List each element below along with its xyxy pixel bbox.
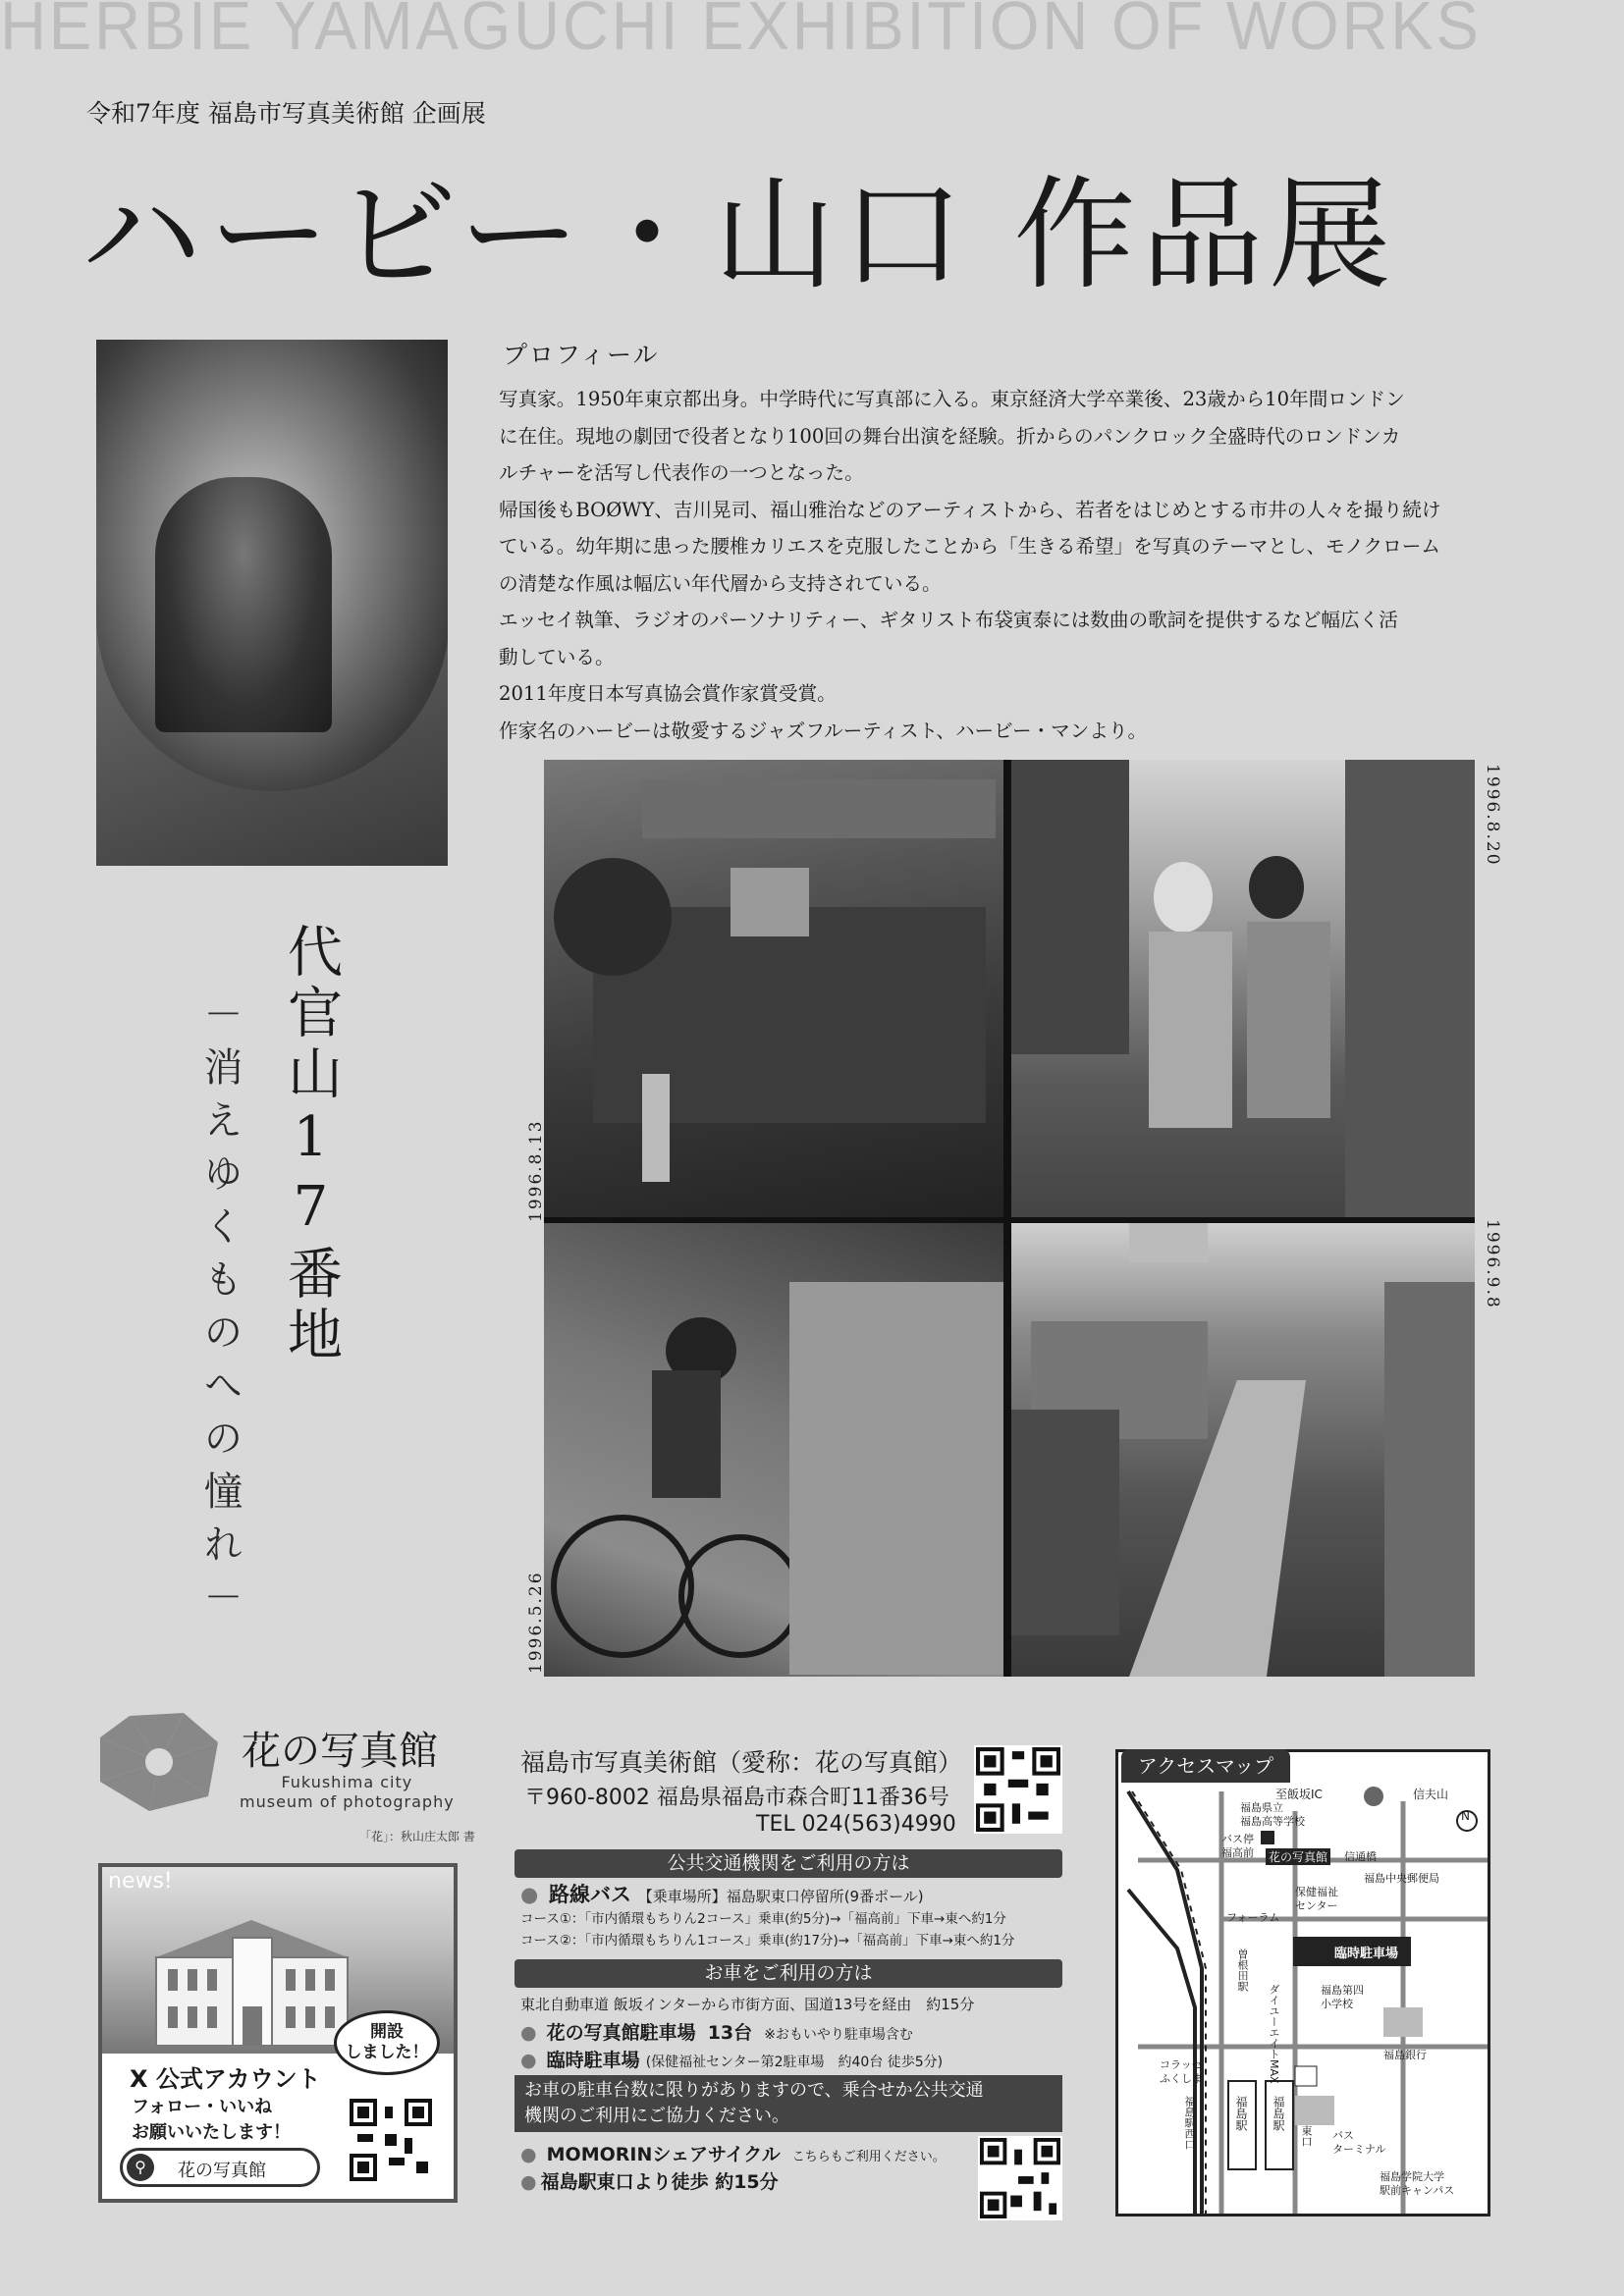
museum-name: 福島市写真美術館（愛称：花の写真館） bbox=[520, 1748, 963, 1777]
map-shinobuyama: 信夫山 bbox=[1413, 1788, 1449, 1801]
x-account-heading: X 公式アカウント bbox=[130, 2065, 321, 2093]
car-bar: お車をご利用の方は bbox=[514, 1959, 1062, 1988]
parking-2-title: 臨時駐車場 bbox=[546, 2050, 640, 2071]
photo-two-women bbox=[1011, 760, 1475, 1217]
map-north-label: N bbox=[1461, 1809, 1470, 1823]
exhibition-subtitle: 令和7年度 福島市写真美術館 企画展 bbox=[86, 99, 486, 128]
map-bus-terminal: バス ターミナル bbox=[1332, 2129, 1386, 2156]
bus-detail: 【乗車場所】福島駅東口停留所(9番ポール) bbox=[637, 1888, 924, 1905]
logo-en-line1: Fukushima city bbox=[281, 1773, 413, 1791]
walk-info: ● 福島駅東口より徒歩 約15分 bbox=[520, 2167, 779, 2194]
map-iizaka-ic: 至飯坂IC bbox=[1275, 1788, 1323, 1801]
profile-line: 動している。 bbox=[499, 645, 615, 668]
announcement-bubble bbox=[334, 2010, 440, 2075]
map-school: 福島県立 福島高等学校 bbox=[1240, 1801, 1305, 1828]
photo-apartments-street bbox=[1011, 1223, 1475, 1677]
map-soneda: 曽根田駅 bbox=[1236, 1949, 1249, 1992]
news-label: news! bbox=[108, 1869, 173, 1894]
profile-line: の清楚な作風は幅広い年代層から支持されている。 bbox=[499, 571, 942, 595]
notice-line2: 機関のご利用にご協力ください。 bbox=[524, 2106, 789, 2126]
exhibition-series-title: 代官山17番地 bbox=[279, 923, 343, 1366]
profile-line: 帰国後もBOØWY、吉川晃司、福山雅治などのアーティストから、若者をはじめとする市井の人々を撮り続け bbox=[499, 498, 1441, 521]
follow-request bbox=[132, 2095, 291, 2146]
map-temp-parking: 臨時駐車場 bbox=[1334, 1947, 1399, 1961]
map-health-center: 保健福祉 センター bbox=[1295, 1886, 1338, 1912]
map-west-exit: 福島駅西口 bbox=[1183, 2096, 1196, 2150]
photo-two-women-shapes bbox=[1011, 760, 1475, 1217]
parking-1-note: ※おもいやり駐車場含む bbox=[764, 2027, 913, 2043]
profile-heading: プロフィール bbox=[503, 341, 660, 369]
profile-line: 作家名のハービーは敬愛するジャズフルーティスト、ハービー・マンより。 bbox=[499, 719, 1148, 742]
parking-1-title: 花の写真館駐車場 bbox=[546, 2022, 696, 2044]
follow-line2: お願いいたします！ bbox=[132, 2122, 291, 2143]
map-bus-stop: バス停 福高前 bbox=[1221, 1833, 1254, 1859]
search-pill[interactable] bbox=[120, 2148, 320, 2187]
photo-date-3: 1996.5.26 bbox=[526, 1571, 546, 1674]
bubble-line1: 開設 bbox=[370, 2022, 404, 2042]
profile-text bbox=[499, 381, 1540, 749]
museum-logo-icon bbox=[90, 1708, 228, 1816]
parking-notice bbox=[514, 2075, 1062, 2132]
map-east-exit: 東口 bbox=[1300, 2125, 1313, 2147]
share-cycle bbox=[520, 2140, 946, 2166]
profile-line: 写真家。1950年東京都出身。中学時代に写真部に入る。東京経済大学卒業後、23歳から10年間ロンドン bbox=[499, 388, 1405, 410]
access-map bbox=[1115, 1749, 1490, 2216]
map-elementary: 福島第四 小学校 bbox=[1321, 1984, 1364, 2010]
photo-date-1: 1996.8.13 bbox=[526, 1119, 546, 1222]
notice-line1: お車の駐車台数に限りがありますので、乗合せか公共交通 bbox=[524, 2080, 984, 2101]
artist-portrait-photo bbox=[96, 340, 448, 866]
cycle-qr-icon[interactable] bbox=[978, 2136, 1062, 2220]
bus-title: 路線バス bbox=[549, 1883, 632, 1906]
bus-course-1: コース①：「市内循環もちりん2コース」乗車(約5分)→「福高前」下車→東へ約1分 bbox=[520, 1911, 1006, 1927]
bus-line bbox=[520, 1879, 924, 1908]
photo-ivy-house bbox=[544, 760, 1003, 1217]
cycle-title: MOMORINシェアサイクル bbox=[546, 2144, 781, 2165]
profile-line: 2011年度日本写真協会賞作家賞受賞。 bbox=[499, 682, 837, 705]
bus-course-2: コース②：「市内循環もちりん1コース」乗車(約17分)→「福高前」下車→東へ約1分 bbox=[520, 1933, 1015, 1949]
building-icon bbox=[146, 1908, 357, 2046]
cycle-note: こちらもご利用ください。 bbox=[791, 2150, 946, 2164]
museum-qr-icon[interactable] bbox=[974, 1745, 1062, 1834]
map-daiyu: ダイユーエイトMAX bbox=[1268, 1984, 1280, 2084]
profile-line: ている。幼年期に患った腰椎カリエスを克服したことから「生きる希望」を写真のテーマとし、モノクローム bbox=[499, 535, 1440, 558]
exhibition-title: ハービー・山口 作品展 bbox=[81, 165, 1397, 306]
photo-date-4: 1996.9.8 bbox=[1483, 1219, 1502, 1309]
map-bridge: 信通橋 bbox=[1344, 1850, 1377, 1863]
photo-ivy-house-shapes bbox=[544, 760, 1003, 1217]
logo-credit: 「花」：秋山庄太郎 書 bbox=[359, 1830, 475, 1843]
exhibition-series-subtitle: －消えゆくものへの憧れ－ bbox=[197, 993, 243, 1629]
bubble-line2: しました！ bbox=[345, 2043, 429, 2062]
follow-line1: フォロー・いいね bbox=[132, 2097, 273, 2117]
photo-apartments-street-shapes bbox=[1011, 1223, 1475, 1677]
map-station-1: 福島駅 bbox=[1234, 2096, 1248, 2131]
map-korasse: コラッセ ふくしま bbox=[1160, 2058, 1203, 2085]
public-transport-bar: 公共交通機関をご利用の方は bbox=[514, 1849, 1062, 1878]
museum-logo-english bbox=[240, 1773, 455, 1812]
map-university: 福島学院大学 駅前キャンパス bbox=[1380, 2170, 1455, 2197]
car-route: 東北自動車道 飯坂インターから市街方面、国道13号を経由 約15分 bbox=[520, 1996, 975, 2013]
profile-line: エッセイ執筆、ラジオのパーソナリティー、ギタリスト布袋寅泰には数曲の歌詞を提供するなど幅広く活 bbox=[499, 609, 1398, 631]
search-icon: ⚲ bbox=[127, 2154, 154, 2181]
parking-1-count: 13台 bbox=[707, 2022, 753, 2044]
map-museum: 花の写真館 bbox=[1266, 1848, 1330, 1865]
museum-logo-name: 花の写真館 bbox=[242, 1729, 438, 1774]
x-account-qr-icon[interactable] bbox=[348, 2097, 434, 2183]
logo-en-line2: museum of photography bbox=[240, 1792, 455, 1811]
exhibition-banner: HERBIE YAMAGUCHI EXHIBITION OF WORKS bbox=[0, 0, 1482, 64]
photo-child-bicycle bbox=[544, 1223, 1003, 1677]
photo-child-bicycle-shapes bbox=[544, 1223, 1003, 1677]
map-post: 福島中央郵便局 bbox=[1364, 1872, 1439, 1885]
map-bank: 福島銀行 bbox=[1383, 2049, 1427, 2061]
portrait-figure bbox=[155, 477, 332, 732]
map-station-2: 福島駅 bbox=[1272, 2096, 1285, 2131]
parking-2 bbox=[520, 2046, 943, 2072]
profile-line: ルチャーを活写し代表作の一つとなった。 bbox=[499, 461, 864, 484]
photo-date-2: 1996.8.20 bbox=[1483, 764, 1502, 867]
profile-line: に在住。現地の劇団で役者となり100回の舞台出演を経験。折からのパンクロック全盛時代のロンドンカ bbox=[499, 424, 1401, 448]
parking-2-note: (保健福祉センター第2駐車場 約40台 徒歩5分) bbox=[645, 2055, 944, 2070]
parking-1 bbox=[520, 2018, 913, 2045]
photo-grid bbox=[544, 760, 1475, 1677]
map-forum: フォーラム bbox=[1226, 1911, 1280, 1924]
access-map-tab: アクセスマップ bbox=[1121, 1749, 1290, 1783]
museum-tel: TEL 024(563)4990 bbox=[756, 1812, 956, 1837]
museum-address: 〒960-8002 福島県福島市森合町11番36号 bbox=[524, 1786, 949, 1810]
news-box bbox=[98, 1863, 458, 2203]
search-pill-text: 花の写真館 bbox=[178, 2161, 266, 2181]
